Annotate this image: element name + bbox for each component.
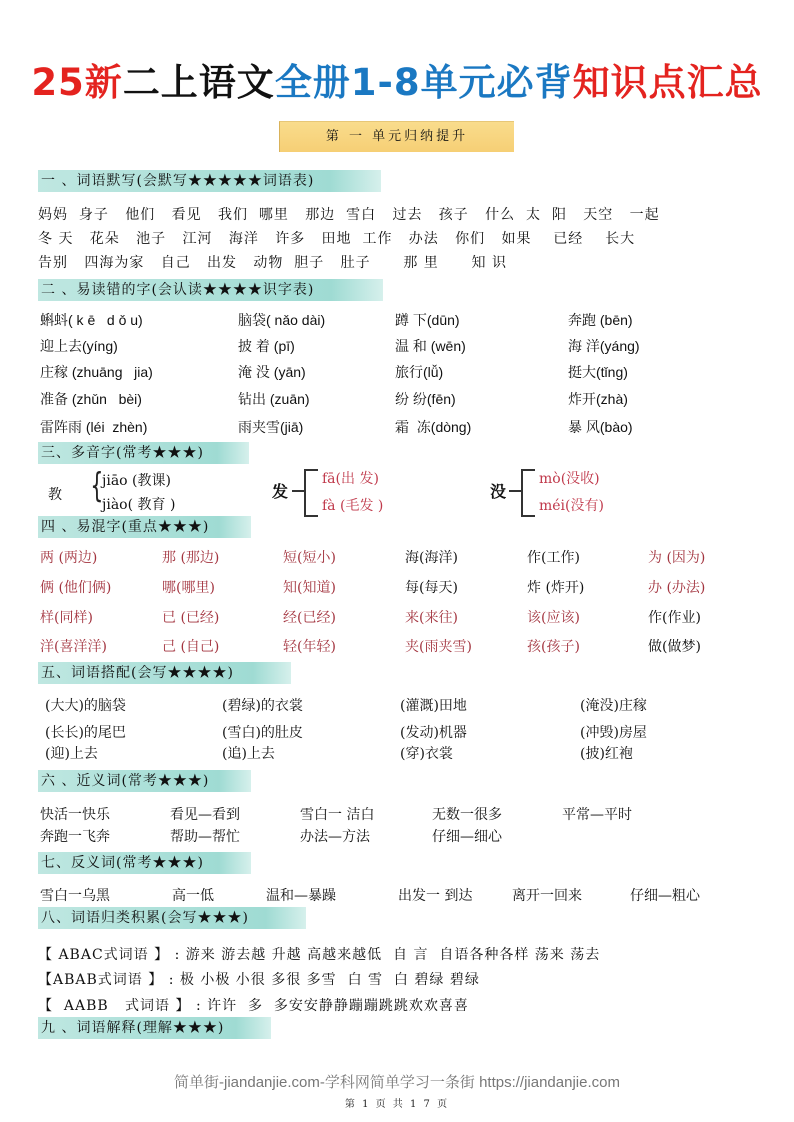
- pinyin-item: 蹲 下(dūn): [395, 312, 460, 328]
- page-number: 第 1 页 共 1 7 页: [344, 1099, 450, 1110]
- synonym-pair: 雪白一 洁白: [300, 807, 375, 823]
- section-heading: 四 、易混字(重点★★★): [38, 516, 251, 538]
- confusable-char: 那 (那边): [162, 550, 220, 566]
- antonym-pair: 出发一 到达: [398, 888, 473, 904]
- confusable-char: 哪(哪里): [162, 580, 215, 596]
- pinyin-item: 蝌蚪( k ē d ǒ u): [40, 312, 143, 328]
- confusable-char: 炸 (炸开): [527, 580, 585, 596]
- title-part: 全册1-8单元必背: [274, 61, 573, 104]
- pinyin-item: 雨夹雪(jiā): [238, 419, 304, 435]
- collocation-item: (迎)上去: [45, 746, 98, 762]
- confusable-char: 两 (两边): [40, 550, 98, 566]
- document-title: [0, 52, 794, 106]
- collocation-item: (大大)的脑袋: [45, 698, 126, 714]
- confusable-char: 样(同样): [40, 610, 93, 626]
- synonym-pair: 办法—方法: [300, 829, 370, 845]
- polyphone-reading: jiāo (教课): [102, 473, 171, 489]
- pinyin-item: 奔跑 (bēn): [568, 312, 633, 328]
- synonym-pair: 平常—平时: [562, 807, 632, 823]
- confusable-char: 办 (办法): [648, 580, 706, 596]
- confusable-char: 已 (已经): [162, 610, 220, 626]
- vocab-line: 冬 天 花朵 池子 江河 海洋 许多 田地 工作 办法 你们 如果 已经 长大: [38, 231, 636, 247]
- pinyin-item: 脑袋( nǎo dài): [238, 312, 326, 328]
- collocation-item: (披)红袍: [580, 746, 633, 762]
- pinyin-item: 迎上去(yíng): [40, 338, 118, 354]
- pinyin-item: 海 洋(yáng): [568, 338, 640, 354]
- confusable-char: 孩(孩子): [527, 639, 580, 655]
- collocation-item: (冲毁)房屋: [580, 725, 647, 741]
- antonym-pair: 仔细—粗心: [630, 888, 700, 904]
- section-heading: 八、词语归类积累(会写★★★): [38, 907, 306, 929]
- collocation-item: (灌溉)田地: [400, 698, 467, 714]
- word-category-line: 【 ABAC式词语 】 : 游来 游去越 升越 高越来越低 自 言 自语各种各样 荡来 荡去: [38, 947, 601, 963]
- brace-icon: {: [90, 466, 104, 506]
- section-heading: 五、词语搭配(会写★★★★): [38, 662, 291, 684]
- polyphone-reading: mò(没收): [539, 471, 600, 487]
- synonym-pair: 无数一很多: [432, 807, 502, 823]
- confusable-char: 做(做梦): [648, 639, 701, 655]
- collocation-item: (追)上去: [222, 746, 275, 762]
- confusable-char: 作(作业): [648, 610, 701, 626]
- confusable-char: 为 (因为): [648, 550, 706, 566]
- pinyin-item: 纷 纷(fēn): [395, 391, 456, 407]
- pinyin-item: 雷阵雨 (léi zhèn): [40, 419, 148, 435]
- pinyin-item: 暴 风(bào): [568, 419, 633, 435]
- word-category-line: 【 AABB 式词语 】 : 许许 多 多安安静静蹦蹦跳跳欢欢喜喜: [38, 998, 469, 1014]
- confusable-char: 来(来往): [405, 610, 458, 626]
- unit-banner: 第 一 单元归纳提升: [279, 121, 514, 152]
- pinyin-item: 准备 (zhǔn bèi): [40, 391, 142, 407]
- section-heading: 七、反义词(常考★★★): [38, 852, 251, 874]
- section-heading: 六 、近义词(常考★★★): [38, 770, 251, 792]
- confusable-char: 经(已经): [283, 610, 336, 626]
- pinyin-item: 炸开(zhà): [568, 391, 628, 407]
- pinyin-item: 披 着 (pī): [238, 338, 295, 354]
- confusable-char: 己 (自己): [162, 639, 220, 655]
- confusable-char: 俩 (他们俩): [40, 580, 112, 596]
- synonym-pair: 仔细—细心: [432, 829, 502, 845]
- confusable-char: 每(每天): [405, 580, 458, 596]
- section-heading: 九 、词语解释(理解★★★): [38, 1017, 271, 1039]
- pinyin-item: 旅行(lǚ): [395, 364, 444, 380]
- confusable-char: 夹(雨夹雪): [405, 639, 472, 655]
- antonym-pair: 雪白一乌黑: [40, 888, 110, 904]
- confusable-char: 作(工作): [527, 550, 580, 566]
- title-part: 知识点汇总: [572, 61, 763, 104]
- polyphone-char: 发: [272, 482, 289, 501]
- pinyin-item: 钻出 (zuān): [238, 391, 310, 407]
- synonym-pair: 快活一快乐: [40, 807, 110, 823]
- bracket-icon: [521, 469, 535, 517]
- collocation-item: (发动)机器: [400, 725, 467, 741]
- vocab-line: 告别 四海为家 自己 出发 动物 胆子 肚子 那 里 知 识: [38, 255, 507, 271]
- collocation-item: (淹没)庄稼: [580, 698, 647, 714]
- confusable-char: 洋(喜洋洋): [40, 639, 107, 655]
- title-part: 25新: [31, 61, 123, 104]
- pinyin-item: 霜 冻(dòng): [395, 419, 472, 435]
- title-part: 二上语文: [122, 61, 275, 104]
- pinyin-item: 淹 没 (yān): [238, 364, 306, 380]
- collocation-item: (雪白)的肚皮: [222, 725, 303, 741]
- polyphone-reading: fà (毛发 ): [322, 498, 384, 514]
- collocation-item: (穿)衣裳: [400, 746, 453, 762]
- polyphone-char: 教: [48, 487, 62, 503]
- polyphone-reading: jiào( 教育 ): [102, 497, 176, 513]
- polyphone-reading: fā(出 发): [322, 471, 379, 487]
- watermark-footer: 简单街-jiandanjie.com-学科网简单学习一条街 https://jiandanjie.com: [174, 1074, 620, 1091]
- pinyin-item: 温 和 (wēn): [395, 338, 466, 354]
- bracket-icon: [304, 469, 318, 517]
- confusable-char: 海(海洋): [405, 550, 458, 566]
- pinyin-item: 庄稼 (zhuāng jia): [40, 364, 153, 380]
- confusable-char: 短(短小): [283, 550, 336, 566]
- polyphone-reading: méi(没有): [539, 498, 604, 514]
- synonym-pair: 奔跑一飞奔: [40, 829, 110, 845]
- section-heading: 二 、易读错的字(会认读★★★★识字表): [38, 279, 383, 301]
- bracket-tick-icon: [509, 490, 521, 492]
- vocab-line: 妈妈 身子 他们 看见 我们 哪里 那边 雪白 过去 孩子 什么 太 阳 天空 一起: [38, 207, 660, 223]
- antonym-pair: 离开一回来: [512, 888, 582, 904]
- antonym-pair: 温和—暴躁: [266, 888, 336, 904]
- section-heading: 一 、词语默写(会默写★★★★★词语表): [38, 170, 381, 192]
- confusable-char: 该(应该): [527, 610, 580, 626]
- pinyin-item: 挺大(tǐng): [568, 364, 628, 380]
- synonym-pair: 看见—看到: [170, 807, 240, 823]
- confusable-char: 轻(年轻): [283, 639, 336, 655]
- antonym-pair: 高一低: [172, 888, 214, 904]
- section-heading: 三、多音字(常考★★★): [38, 442, 249, 464]
- synonym-pair: 帮助—帮忙: [170, 829, 240, 845]
- polyphone-char: 没: [490, 482, 507, 501]
- collocation-item: (长长)的尾巴: [45, 725, 126, 741]
- bracket-tick-icon: [292, 490, 304, 492]
- collocation-item: (碧绿)的衣裳: [222, 698, 303, 714]
- confusable-char: 知(知道): [283, 580, 336, 596]
- word-category-line: 【ABAB式词语 】 : 极 小极 小很 多很 多雪 白 雪 白 碧绿 碧绿: [38, 972, 480, 988]
